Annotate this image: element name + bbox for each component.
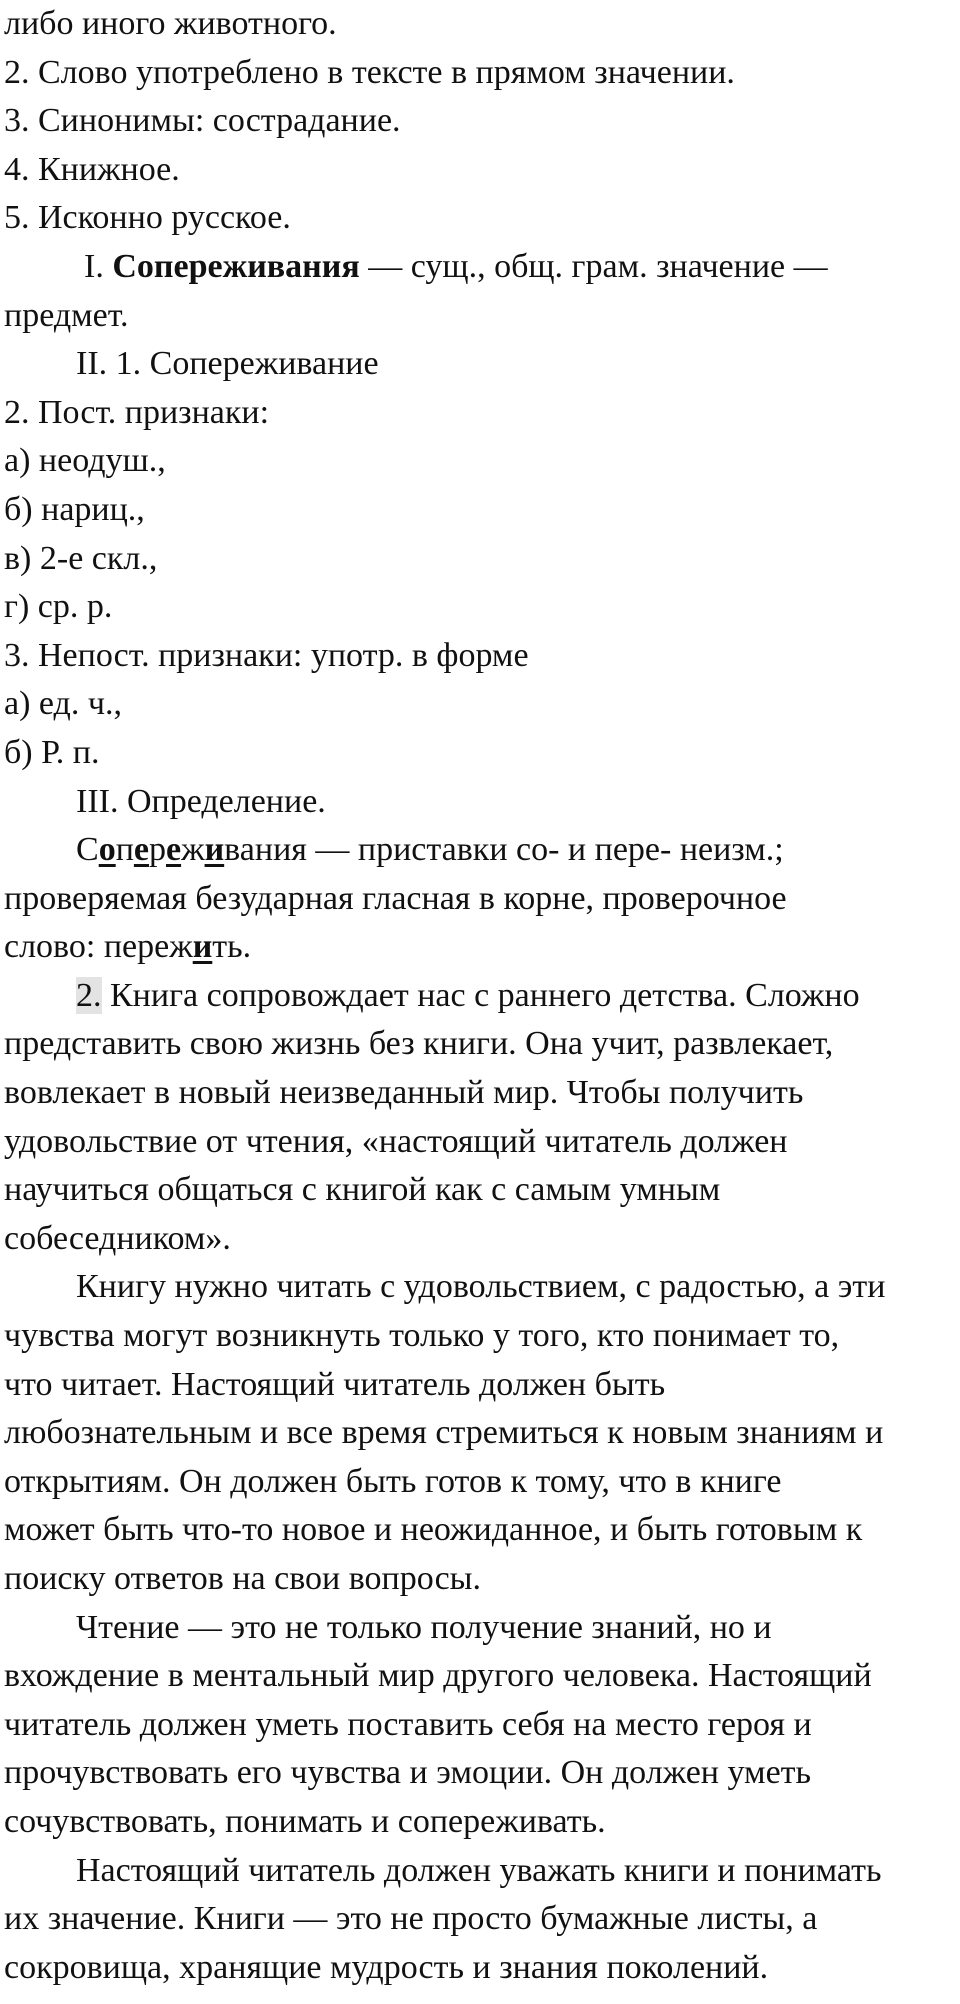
text-line: что читает. Настоящий читатель должен быть: [4, 1365, 666, 1403]
text-line: б) Р. п.: [4, 733, 100, 771]
analyzed-word: Сопереживания: [112, 247, 360, 285]
underlined-vowel: о: [98, 831, 116, 869]
text-line: 2. Слово употреблено в тексте в прямом значении.: [4, 53, 735, 91]
text-line: 3. Непост. признаки: употр. в форме: [4, 636, 529, 674]
text-fragment: р: [148, 831, 166, 869]
text-fragment: С: [76, 831, 99, 869]
text-line: 5. Исконно русское.: [4, 199, 291, 237]
text-line: в) 2-е скл.,: [4, 539, 158, 577]
analysis-heading-line: [4, 243, 960, 292]
text-fragment: ть.: [212, 928, 252, 966]
text-line: вхождение в ментальный мир другого человека. Настоящий: [4, 1657, 872, 1695]
text-line: поиску ответов на свои вопросы.: [4, 1560, 482, 1597]
text-fragment: п: [115, 831, 134, 869]
text-line: вовлекает в новый неизведанный мир. Чтобы получить: [4, 1074, 804, 1112]
text-line: прочувствовать его чувства и эмоции. Он должен уметь: [4, 1754, 812, 1792]
text-line: читатель должен уметь поставить себя на место героя и: [4, 1705, 812, 1743]
text-line: проверяемая безударная гласная в корне, проверочное: [4, 879, 787, 917]
text-line: либо иного животного.: [4, 5, 337, 42]
task-number: 2.: [76, 976, 102, 1014]
text-line: предмет.: [4, 296, 129, 334]
text-line: чувства могут возникнуть только у того, кто понимает то,: [4, 1317, 840, 1355]
text-fragment: Книга сопровождает нас с раннего детства. Сложно: [101, 976, 860, 1014]
text-fragment: — сущ., общ. грам. значение —: [359, 247, 828, 285]
essay-start-line: [4, 972, 960, 1021]
text-line: сокровища, хранящие мудрость и знания поколений.: [4, 1948, 769, 1986]
text-line: научиться общаться с книгой как с самым умным: [4, 1171, 721, 1209]
text-fragment: ж: [181, 831, 205, 869]
text-line: любознательным и все время стремиться к новым знаниям и: [4, 1414, 884, 1452]
text-line: 3. Синонимы: сострадание.: [4, 102, 401, 140]
text-line: б) нариц.,: [4, 490, 145, 528]
text-line: Чтение — это не только получение знаний, но и: [76, 1608, 772, 1646]
underlined-vowel: и: [192, 928, 213, 966]
text-line: их значение. Книги — это не просто бумажные листы, а: [4, 1900, 818, 1938]
text-line: а) ед. ч.,: [4, 685, 122, 723]
text-line: может быть что-то новое и неожиданное, и быть готовым к: [4, 1511, 863, 1549]
underlined-vowel: и: [204, 831, 225, 869]
text-fragment: слово: переж: [4, 928, 193, 966]
underlined-vowel: е: [165, 831, 182, 869]
text-line: открытиям. Он должен быть готов к тому, что в книге: [4, 1462, 782, 1500]
text-fragment: вания — приставки со- и пере- неизм.;: [224, 831, 784, 869]
spelling-analysis-line: [4, 826, 960, 875]
text-line: III. Определение.: [76, 782, 326, 820]
text-line: II. 1. Сопереживание: [76, 345, 379, 383]
text-line: г) ср. р.: [4, 588, 113, 626]
check-word-line: [4, 923, 960, 972]
text-line: а) неодуш.,: [4, 442, 166, 480]
text-line: 4. Книжное.: [4, 150, 180, 188]
underlined-vowel: е: [133, 831, 149, 869]
text-line: представить свою жизнь без книги. Она учит, развлекает,: [4, 1025, 834, 1063]
text-line: 2. Пост. признаки:: [4, 393, 270, 431]
text-line: Книгу нужно читать с удовольствием, с радостью, а эти: [76, 1268, 886, 1306]
text-line: собеседником».: [4, 1219, 231, 1257]
text-line: удовольствие от чтения, «настоящий читатель должен: [4, 1122, 788, 1160]
text-line: Настоящий читатель должен уважать книги и понимать: [76, 1851, 882, 1889]
document-page: [4, 0, 960, 1992]
text-line: сочувствовать, понимать и сопереживать.: [4, 1802, 606, 1840]
roman-numeral: I.: [84, 247, 113, 285]
